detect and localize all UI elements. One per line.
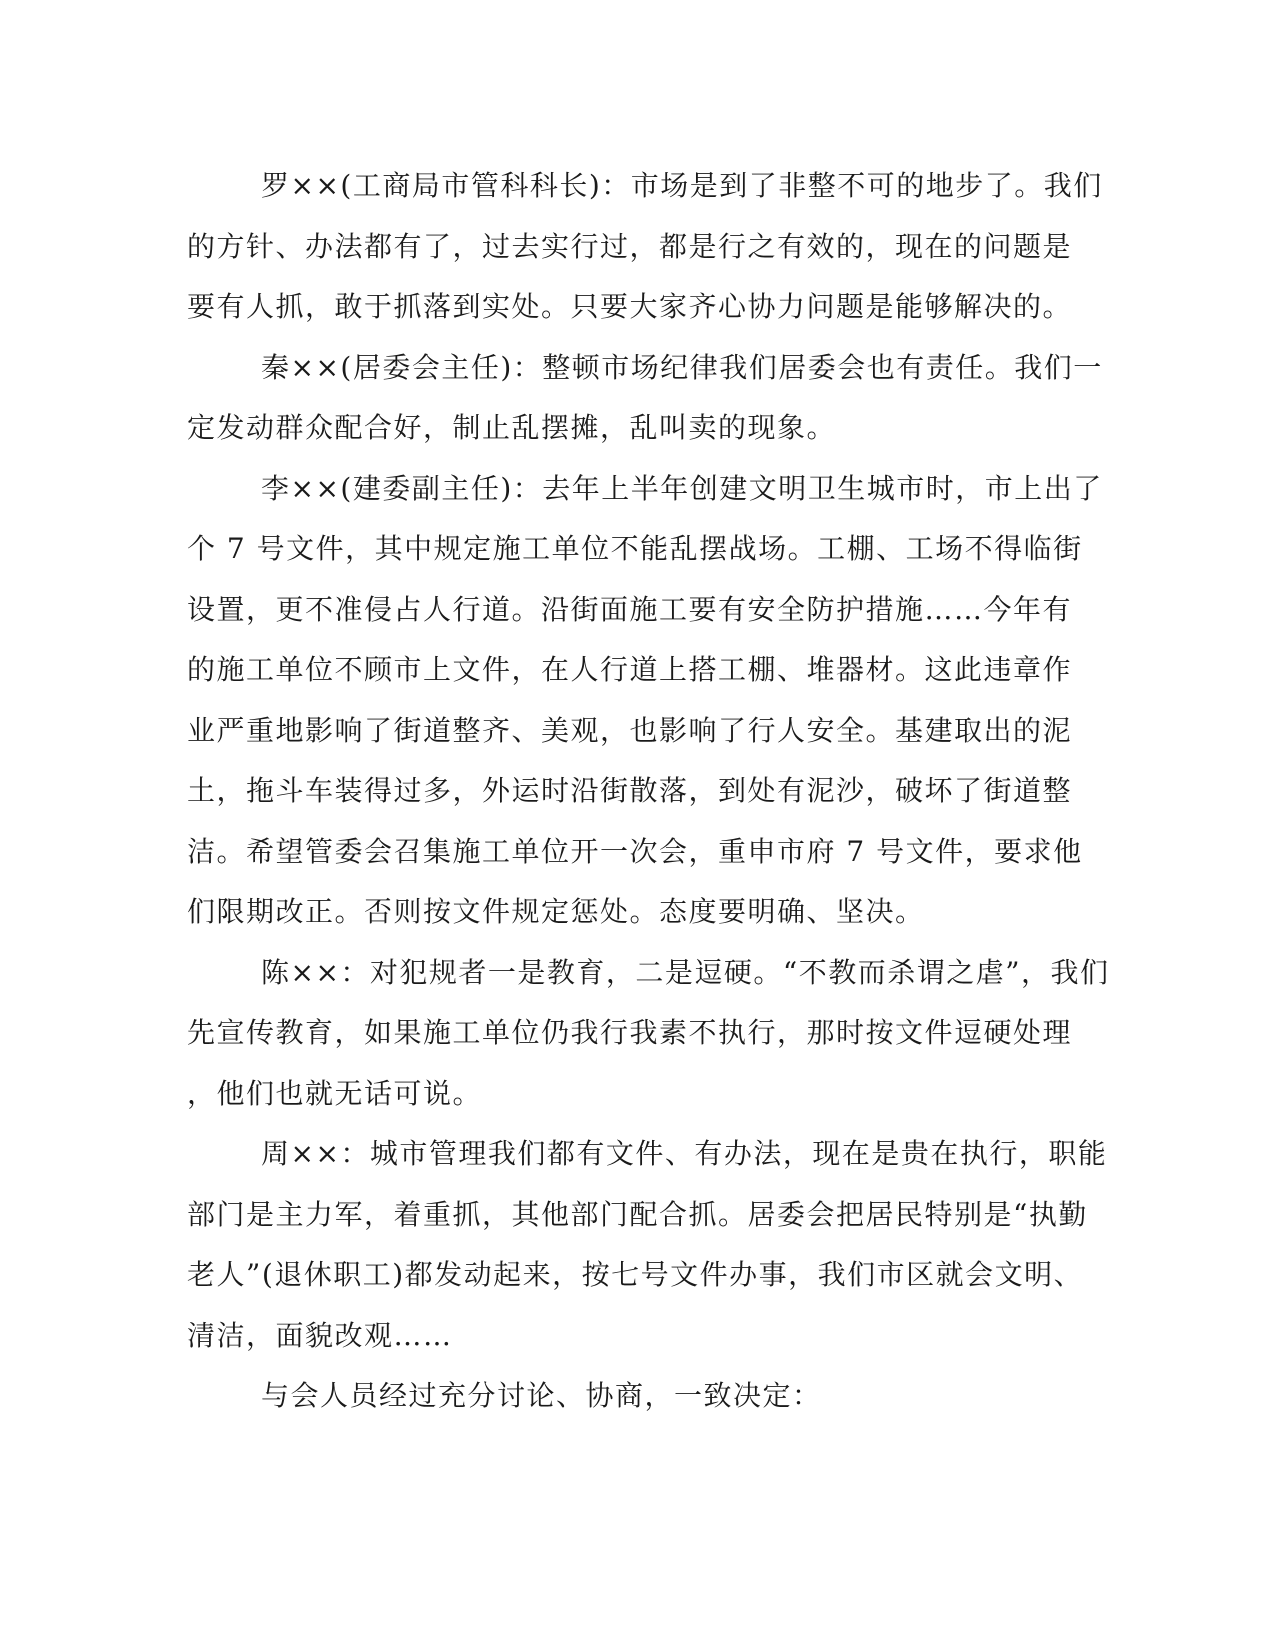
paragraph-decision (187, 1366, 1067, 1427)
paragraph-luo (187, 156, 1103, 338)
paragraph-qin (187, 338, 1103, 459)
text-line: 老人”(退休职工)都发动起来，按七号文件办事，我们市区就会文明、 (187, 1258, 1084, 1291)
paragraph-li (187, 459, 1103, 943)
text-line: 与会人员经过充分讨论、协商，一致决定： (261, 1379, 822, 1412)
text-line: 秦××(居委会主任)：整顿市场纪律我们居委会也有责任。我们一 (261, 350, 1103, 384)
text-line: 土，拖斗车装得过多，外运时沿街散落，到处有泥沙，破坏了街道整 (187, 774, 1073, 807)
paragraph-zhou (187, 1124, 1108, 1366)
text-line: 周××：城市管理我们都有文件、有办法，现在是贵在执行，职能 (261, 1137, 1108, 1170)
text-line: 部门是主力军，着重抓，其他部门配合抓。居委会把居民特别是“执勤 (187, 1197, 1088, 1231)
text-line: 们限期改正。否则按文件规定惩处。态度要明确、坚决。 (187, 895, 925, 928)
text-line: 先宣传教育，如果施工单位仍我行我素不执行，那时按文件逗硬处理 (187, 1016, 1073, 1049)
text-line: 业严重地影响了街道整齐、美观，也影响了行人安全。基建取出的泥 (187, 713, 1073, 747)
text-line: 的方针、办法都有了，过去实行过，都是行之有效的，现在的问题是 (187, 229, 1073, 263)
text-line: 要有人抓，敢于抓落到实处。只要大家齐心协力问题是能够解决的。 (187, 290, 1073, 323)
text-line: 个 7 号文件，其中规定施工单位不能乱摆战场。工棚、工场不得临街 (187, 532, 1083, 565)
text-line: 李××(建委副主任)：去年上半年创建文明卫生城市时，市上出了 (261, 471, 1103, 505)
text-line: 罗××(工商局市管科科长)：市场是到了非整不可的地步了。我们 (261, 169, 1103, 202)
text-line: 的施工单位不顾市上文件，在人行道上搭工棚、堆器材。这此违章作 (187, 653, 1073, 686)
text-line: 清洁，面貌改观…… (187, 1318, 453, 1352)
text-line: 定发动群众配合好，制止乱摆摊，乱叫卖的现象。 (187, 411, 837, 444)
text-line: 设置，更不准侵占人行道。沿街面施工要有安全防护措施……今年有 (187, 592, 1073, 626)
text-line: ，他们也就无话可说。 (187, 1076, 483, 1110)
text-line: 陈××：对犯规者一是教育，二是逗硬。“不教而杀谓之虐”，我们 (261, 955, 1110, 989)
paragraph-chen (187, 943, 1110, 1125)
document-body (187, 156, 1110, 1427)
text-line: 洁。希望管委会召集施工单位开一次会，重申市府 7 号文件，要求他 (187, 834, 1083, 868)
